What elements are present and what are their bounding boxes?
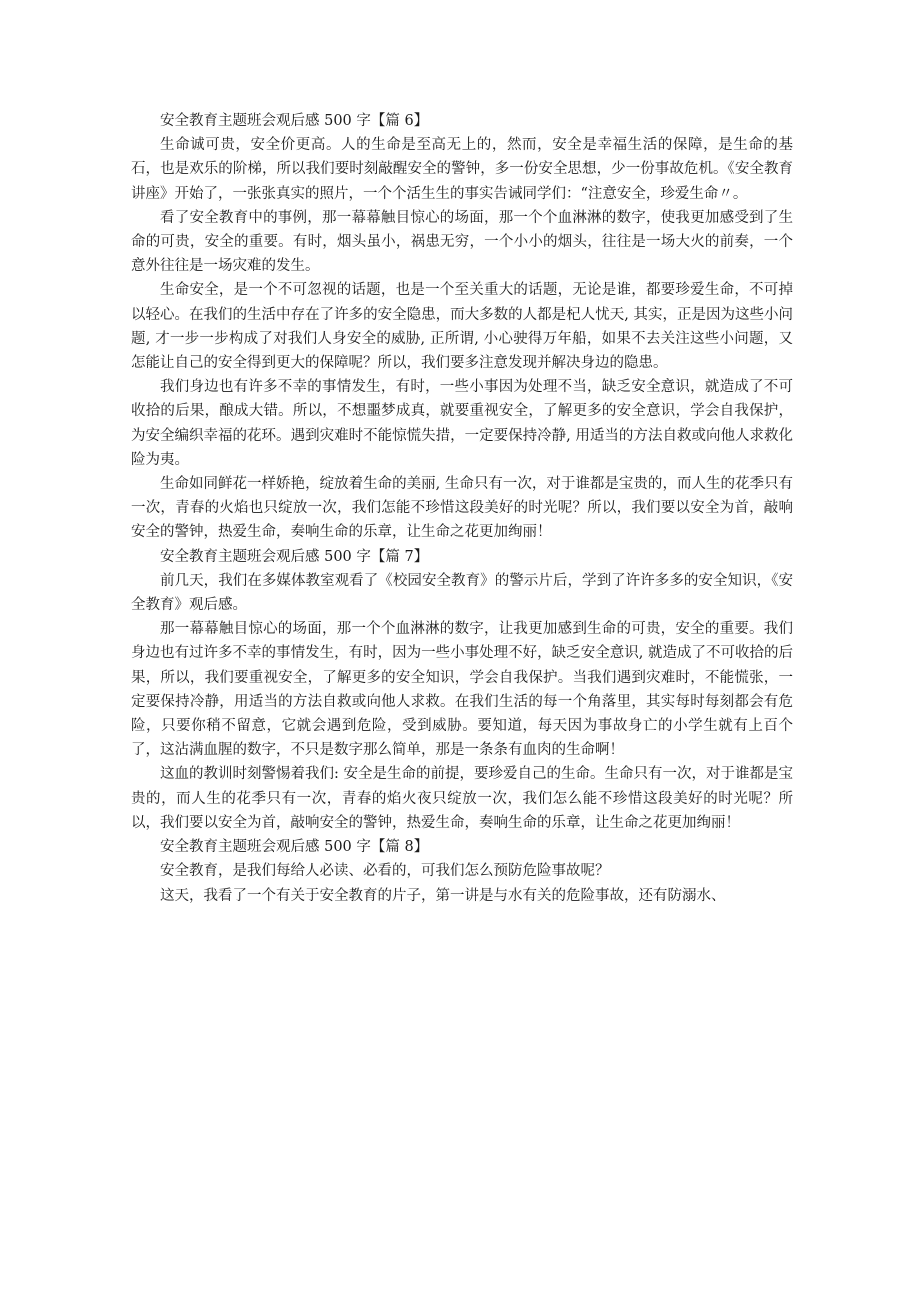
paragraph: 那一幕幕触目惊心的场面，那一个个血淋淋的数字，让我更加感到生命的可贵，安全的重要。我们身边也有过许多不幸的事情发生，有时，因为一些小事处理不好，缺乏安全意识, 就造成了不可收拾的后果，所以，我们要重视安全，了解更多的安全知识，学会自我保护。当我们遇到灾难时，不能慌张，一定要保持冷静，用适当的方法自救或向他人求救。在我们生活的每一个角落里，其实每时每刻都会有危险，只要你稍不留意，它就会遇到危险，受到威胁。要知道，每天因为事故身亡的小学生就有上百个了，这沾满血腥的数字，不只是数字那么简单，那是一条条有血肉的生命啊！ — [131, 621, 793, 759]
paragraph: 生命诚可贵，安全价更高。人的生命是至高无上的，然而，安全是幸福生活的保障，是生命的基石，也是欢乐的阶梯，所以我们要时刻敲醒安全的警钟，多一份安全思想，少一份事故危机。《安全教育讲座》开始了，一张张真实的照片，一个个活生生的事实告诫同学们：“注意安全，珍爱生命〃。 — [131, 137, 793, 202]
document-page — [131, 109, 793, 908]
paragraph: 我们身边也有许多不幸的事情发生，有时，一些小事因为处理不当，缺乏安全意识，就造成了不可收拾的后果，酿成大错。所以，不想噩梦成真，就要重视安全，了解更多的安全意识，学会自我保护，为安全编织幸福的花环。遇到灾难时不能惊慌失措，一定要保持冷静, 用适当的方法自救或向他人求救化险为夷。 — [131, 379, 793, 468]
section-heading-7: 安全教育主题班会观后感 500 字【篇 7】 — [160, 548, 429, 565]
paragraph: 看了安全教育中的事例，那一幕幕触目惊心的场面，那一个个血淋淋的数字，使我更加感受到了生命的可贵，安全的重要。有时，烟头虽小，祸患无穷，一个小小的烟头，往往是一场大火的前奏，一个意外往往是一场灾难的发生。 — [131, 209, 793, 275]
paragraph: 这血的教训时刻警惕着我们: 安全是生命的前提，要珍爱自己的生命。生命只有一次，对于谁都是宝贵的，而人生的花季只有一次，青春的焰火夜只绽放一次，我们怎么能不珍惜这段美好的时光呢？所以，我们要以安全为首，敲响安全的警钟，热爱生命，奏响生命的乐章，让生命之花更加绚丽！ — [131, 766, 793, 831]
paragraph: 这天，我看了一个有关于安全教育的片子，第一讲是与水有关的危险事故，还有防溺水、 — [160, 887, 726, 904]
paragraph: 生命安全，是一个不可忽视的话题，也是一个至关重大的话题，无论是谁，都要珍爱生命，不可掉以轻心。在我们的生活中存在了许多的安全隐患，而大多数的人都是杞人忧天, 其实，正是因为这些小问题, 才一步一步构成了对我们人身安全的威胁, 正所谓, 小心驶得万年船，如果不去关注这些小问题，又怎能让自己的安全得到更大的保障呢？所以，我们要多注意发现并解决身边的隐患。 — [131, 282, 793, 372]
paragraph: 安全教育，是我们每给人必读、必看的，可我们怎么预防危险事故呢？ — [160, 863, 610, 880]
section-heading-8: 安全教育主题班会观后感 500 字【篇 8】 — [160, 839, 429, 856]
paragraph: 生命如同鲜花一样娇艳，绽放着生命的美丽, 生命只有一次，对于谁都是宝贵的，而人生的花季只有一次，青春的火焰也只绽放一次，我们怎能不珍惜这段美好的时光呢？所以，我们要以安全为首，敲响安全的警钟，热爱生命，奏响生命的乐章，让生命之花更加绚丽！ — [131, 476, 793, 541]
paragraph: 前几天，我们在多媒体教室观看了《校园安全教育》的警示片后，学到了许许多多的安全知识，《安全教育》观后感。 — [131, 572, 793, 614]
section-heading-6: 安全教育主题班会观后感 500 字【篇 6】 — [160, 113, 429, 129]
